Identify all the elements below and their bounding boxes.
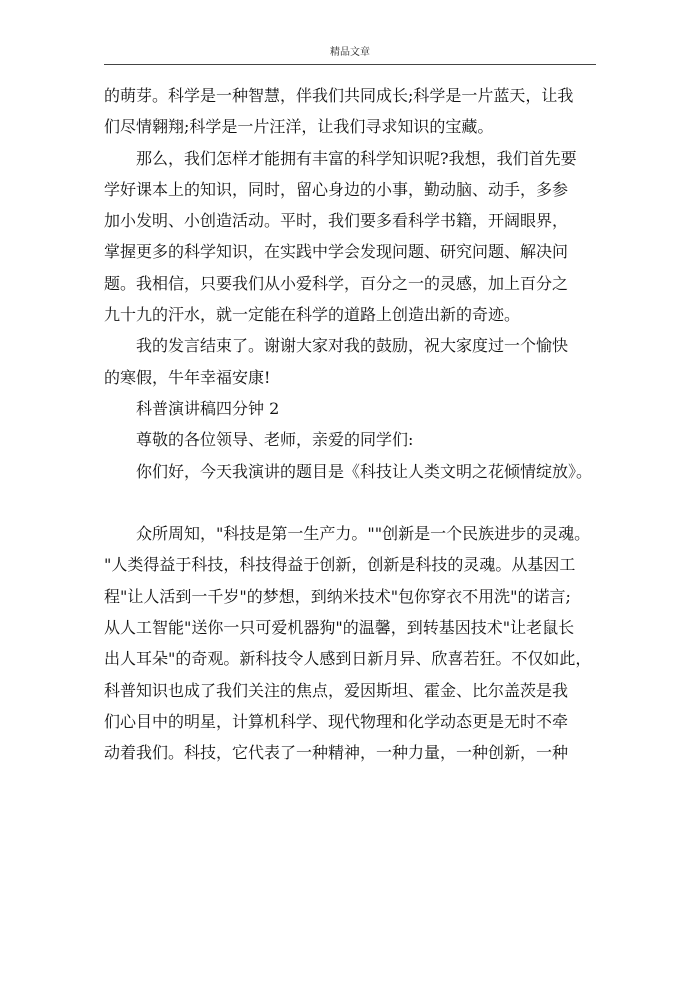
text-line: 程"让人活到一千岁"的梦想，到纳米技术"包你穿衣不用洗"的诺言; xyxy=(104,586,571,606)
text-line: 掌握更多的科学知识，在实践中学会发现问题、研究问题、解决问 xyxy=(104,242,569,262)
text-line: 从人工智能"送你一只可爱机器狗"的温馨，到转基因技术"让老鼠长 xyxy=(104,618,575,638)
text-line: 动着我们。科技，它代表了一种精神，一种力量，一种创新，一种 xyxy=(104,743,569,763)
header-divider xyxy=(104,64,596,65)
document-body xyxy=(104,86,600,775)
text-line: 出人耳朵"的奇观。新科技令人感到日新月异、欣喜若狂。不仅如此， xyxy=(104,649,592,669)
section-heading: 科普演讲稿四分钟 2 xyxy=(136,398,280,418)
blank-line xyxy=(104,493,600,524)
text-line: 题。我相信，只要我们从小爱科学，百分之一的灵感，加上百分之 xyxy=(104,273,569,293)
text-line: 科普知识也成了我们关注的焦点，爱因斯坦、霍金、比尔盖茨是我 xyxy=(104,680,569,700)
text-line: 的萌芽。科学是一种智慧，伴我们共同成长;科学是一片蓝天，让我 xyxy=(104,86,574,105)
text-line: 学好课本上的知识，同时，留心身边的小事，勤动脑、动手，多参 xyxy=(104,179,569,199)
text-line: "人类得益于科技，科技得益于创新，创新是科技的灵魂。从基因工 xyxy=(104,555,576,575)
paragraph-start-line: 众所周知，"科技是第一生产力。""创新是一个民族进步的灵魂。 xyxy=(136,524,591,544)
text-line: 九十九的汗水，就一定能在科学的道路上创造出新的奇迹。 xyxy=(104,305,521,325)
text-line: 们尽情翱翔;科学是一片汪洋，让我们寻求知识的宝藏。 xyxy=(104,117,494,137)
text-line: 们心目中的明星，计算机科学、现代物理和化学动态更是无时不牵 xyxy=(104,711,569,731)
text-line: 加小发明、小创造活动。平时，我们要多看科学书籍，开阔眼界， xyxy=(104,211,569,231)
paragraph-start-line: 我的发言结束了。谢谢大家对我的鼓励，祝大家度过一个愉快 xyxy=(136,336,569,356)
page-header xyxy=(104,46,596,66)
text-line: 的寒假，牛年幸福安康! xyxy=(104,367,271,387)
salutation-line: 尊敬的各位领导、老师，亲爱的同学们: xyxy=(136,430,414,450)
header-title: 精品文章 xyxy=(330,47,370,58)
paragraph-start-line: 那么，我们怎样才能拥有丰富的科学知识呢?我想，我们首先要 xyxy=(136,148,577,168)
greeting-line: 你们好，今天我演讲的题目是《科技让人类文明之花倾情绽放》。 xyxy=(136,461,593,481)
